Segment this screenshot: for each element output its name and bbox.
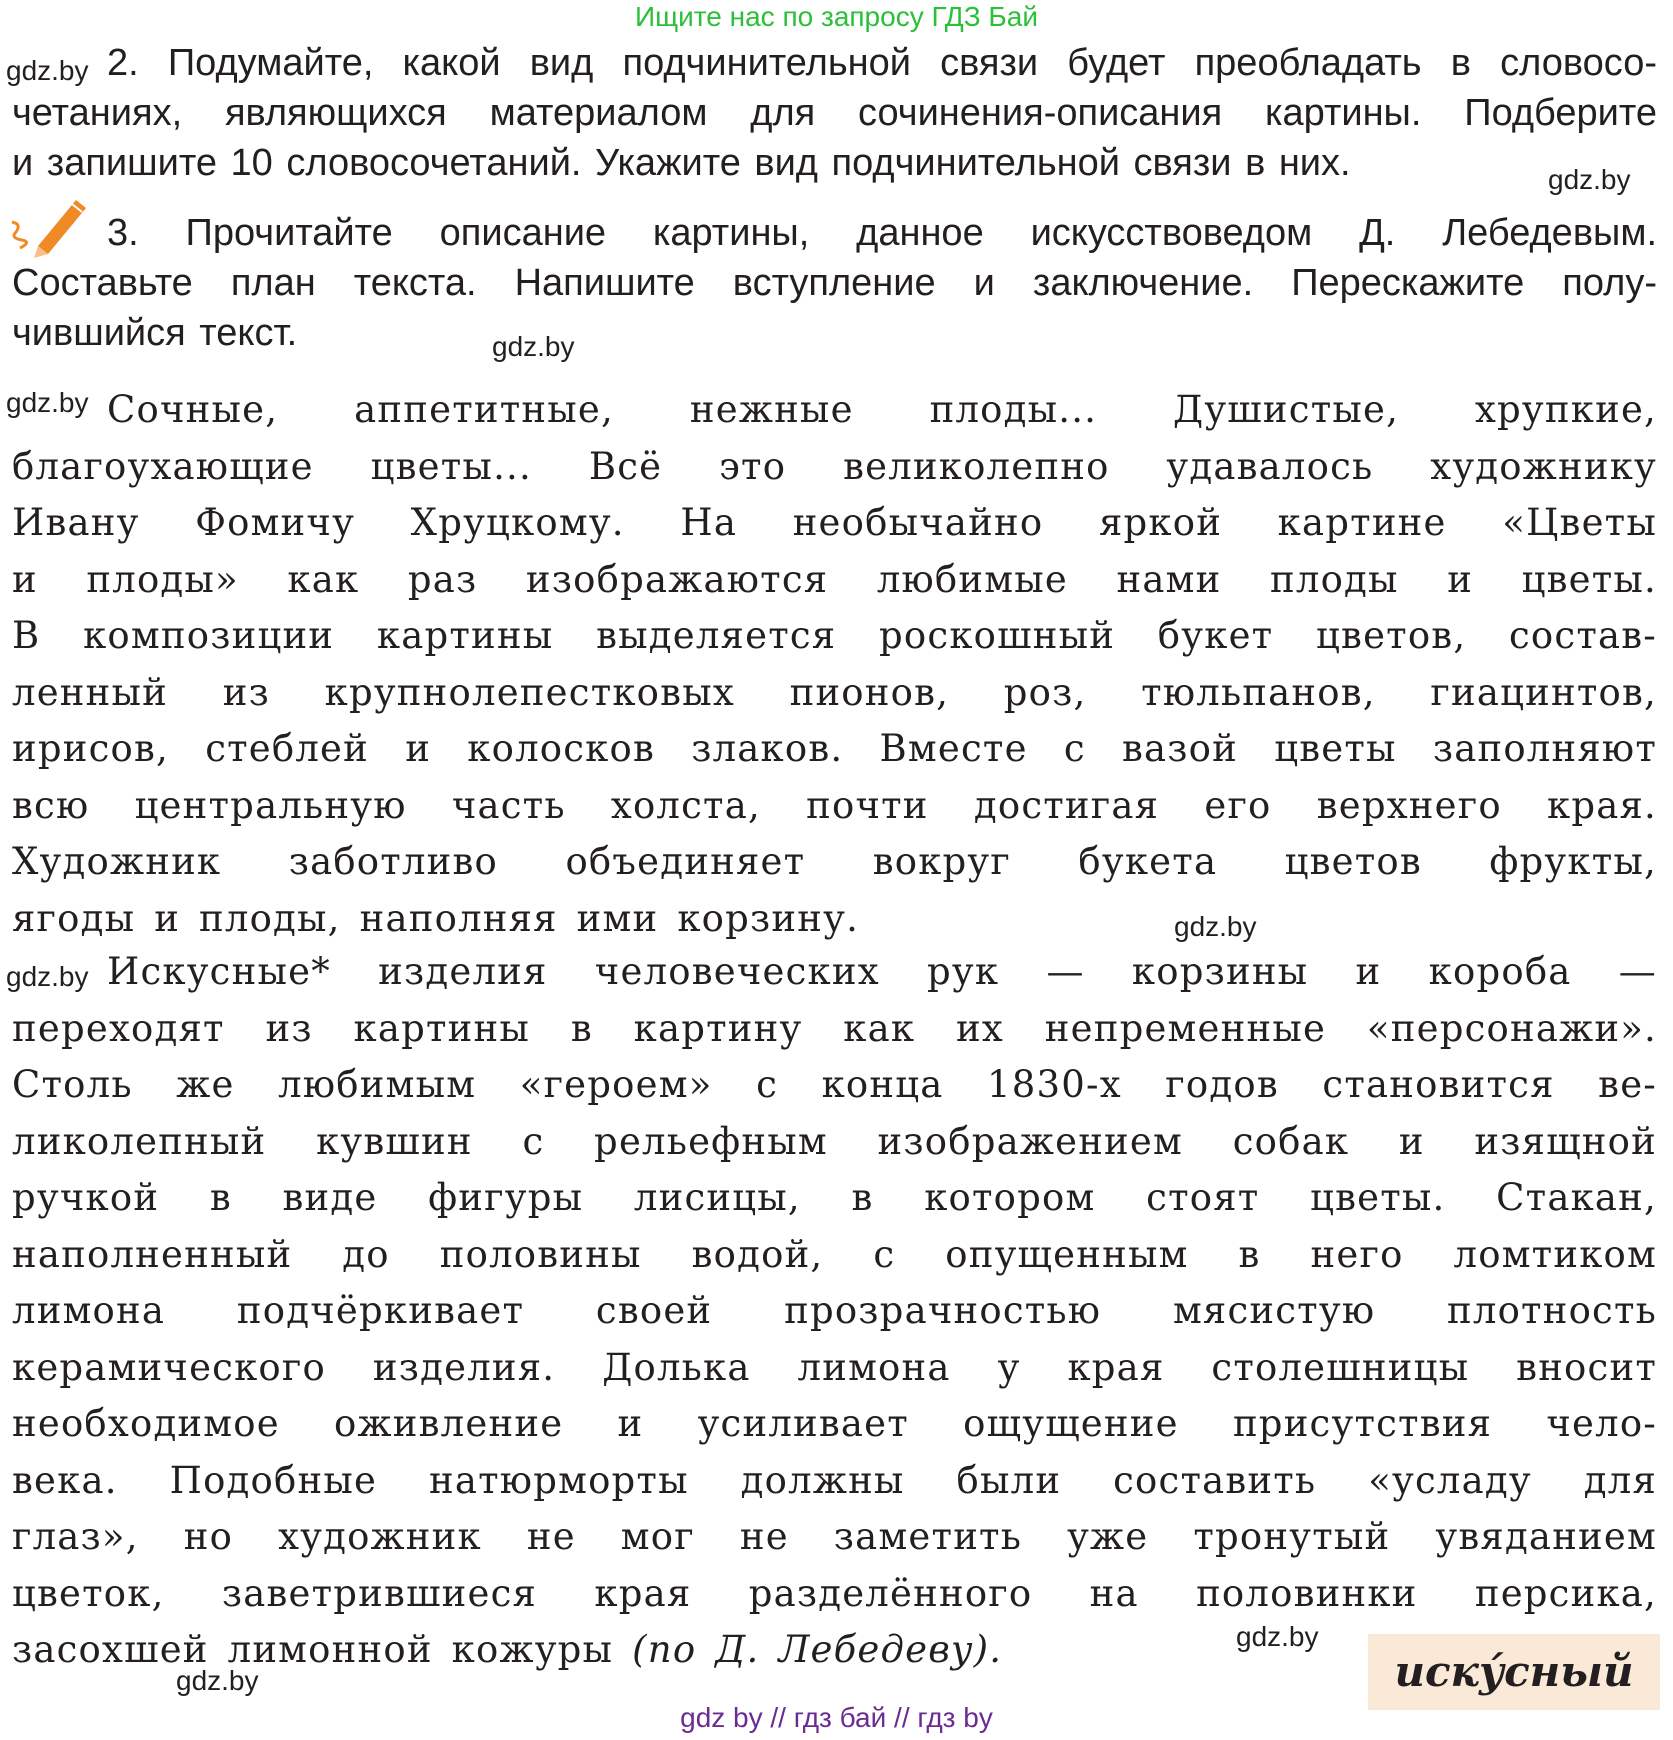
task-3	[12, 208, 1657, 358]
paragraph-1-line: и плоды» как раз изображаются любимые нами плоды и цветы.	[12, 557, 1657, 601]
paragraph-2-line: необходимое оживление и усиливает ощущение присутствия чело-	[12, 1402, 1657, 1445]
task-2	[12, 38, 1657, 188]
paragraph-1-line: ленный из крупнолепестковых пионов, роз, тюльпанов, гиацинтов,	[12, 670, 1657, 714]
paragraph-2-line: наполненный до половины водой, с опущенным в него ломтиком	[12, 1232, 1657, 1276]
task-2-line: 2. Подумайте, какой вид подчинительной связи будет преобладать в словосо-	[107, 42, 1657, 84]
task-3-line: 3. Прочитайте описание картины, данное искусствоведом Д. Лебедевым.	[107, 212, 1657, 254]
paragraph-1-line: Сочные, аппетитные, нежные плоды... Душистые, хрупкие,	[107, 388, 1657, 431]
paragraph-2-line: века. Подобные натюрморты должны были составить «усладу для	[12, 1458, 1657, 1502]
paragraph-2-line: засохшей лимонной кожуры	[12, 1628, 614, 1671]
task-2-line: четаниях, являющихся материалом для сочинения-описания картины. Подберите	[12, 92, 1657, 134]
source-attribution: (по Д. Лебедеву).	[632, 1628, 1003, 1671]
footer-text: gdz by // гдз бай // гдз by	[680, 1702, 993, 1733]
task-3-line: чившийся текст.	[12, 312, 298, 354]
glossary-word: иску́сный	[1368, 1634, 1660, 1710]
paragraph-2-line: керамического изделия. Долька лимона у края столешницы вносит	[12, 1345, 1657, 1389]
paragraph-1-line: Художник заботливо объединяет вокруг букета цветов фрукты,	[12, 840, 1657, 883]
watermark: gdz.by	[1236, 1621, 1319, 1652]
paragraph-1-line: Ивану Фомичу Хруцкому. На необычайно яркой картине «Цветы	[12, 501, 1657, 544]
watermark: gdz.by	[492, 331, 575, 362]
paragraph-2-line: переходят из картины в картину как их непременные «персонажи».	[12, 1006, 1657, 1050]
paragraph-2-line: Искусные* изделия человеческих рук — корзины и короба —	[107, 950, 1657, 993]
paragraph-2	[12, 944, 1657, 1679]
watermark: gdz.by	[1174, 911, 1257, 942]
watermark: gdz.by	[6, 387, 89, 418]
paragraph-1-line: всю центральную часть холста, почти достигая его верхнего края.	[12, 783, 1657, 827]
watermark: gdz.by	[176, 1665, 259, 1696]
paragraph-1-line: благоухающие цветы... Всё это великолепно удавалось художнику	[12, 444, 1657, 488]
paragraph-2-line: ликолепный кувшин с рельефным изображением собак и изящной	[12, 1119, 1657, 1163]
paragraph-1-line: ягоды и плоды, наполняя ими корзину.	[12, 896, 860, 940]
paragraph-2-line: лимона подчёркивает своей прозрачностью мясистую плотность	[12, 1289, 1657, 1332]
task-2-line: и запишите 10 словосочетаний. Укажите вид подчинительной связи в них.	[12, 142, 1351, 184]
paragraph-2-line: глаз», но художник не мог не заметить уже тронутый увяданием	[12, 1515, 1657, 1558]
watermark: gdz.by	[6, 961, 89, 992]
paragraph-2-line: ручкой в виде фигуры лисицы, в котором стоят цветы. Стакан,	[12, 1176, 1657, 1219]
watermark: gdz.by	[6, 55, 89, 86]
watermark: gdz.by	[1548, 164, 1631, 195]
paragraph-1	[12, 382, 1657, 947]
paragraph-1-line: ирисов, стеблей и колосков злаков. Вместе с вазой цветы заполняют	[12, 727, 1657, 770]
paragraph-2-line: Столь же любимым «героем» с конца 1830-х годов становится ве-	[12, 1063, 1657, 1106]
paragraph-1-line: В композиции картины выделяется роскошный букет цветов, состав-	[12, 614, 1657, 657]
banner-text: Ищите нас по запросу ГДЗ Бай	[634, 1, 1039, 32]
task-3-line: Составьте план текста. Напишите вступление и заключение. Перескажите полу-	[12, 262, 1657, 304]
paragraph-2-line: цветок, заветрившиеся края разделённого на половинки персика,	[12, 1571, 1657, 1615]
